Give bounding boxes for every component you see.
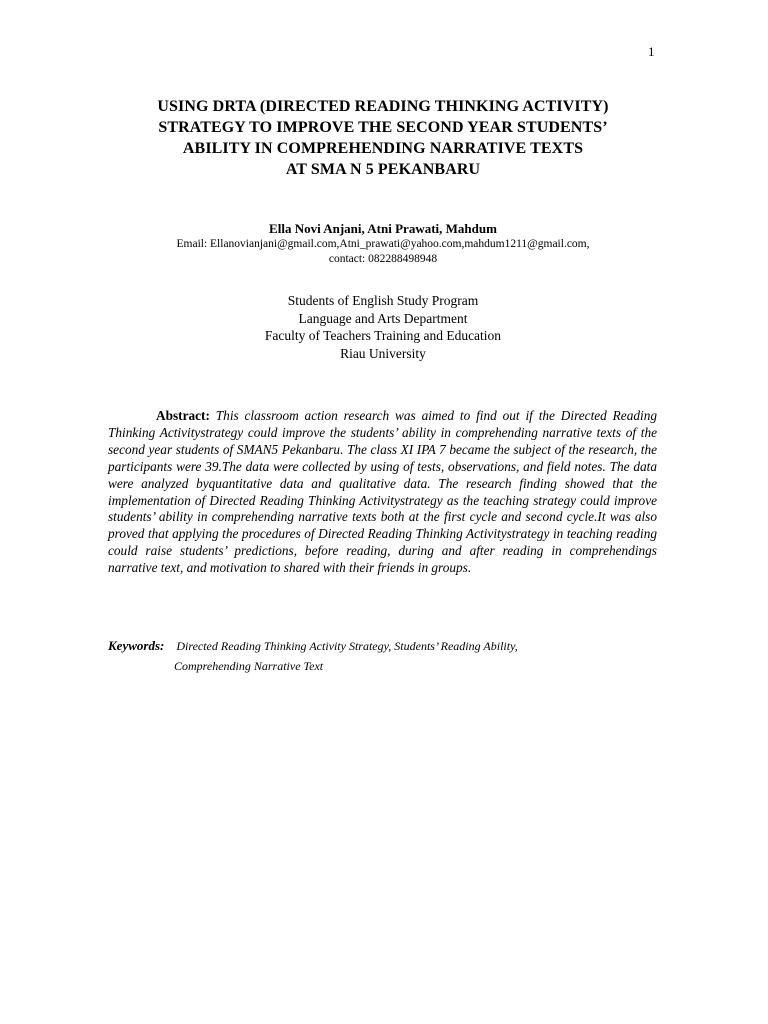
page-number: 1	[648, 44, 655, 59]
abstract-text: This classroom action research was aimed to find out if the Directed Reading Thinking Activitystrategy could improve the students’ ability in comprehending narrative texts of the second year students of SMAN5 Pekanbaru. The class XI IPA 7 became the subject of the research, the participants were 39.The data were collected by using of tests, observations, and field notes. The data were analyzed byquantitative data and qualitative data. The research finding showed that the implementation of Directed Reading Thinking Activitystrategy as the teaching strategy could improve students’ ability in comprehending narrative texts both at the first cycle and second cycle.It was also proved that applying the procedures of Directed Reading Thinking Activitystrategy in teaching reading could raise students’ predictions, before reading, during and after reading in comprehendings narrative text, and motivation to shared with their friends in groups.	[108, 408, 657, 576]
keywords-line	[108, 636, 657, 656]
affiliation	[110, 292, 656, 362]
abstract-label: Abstract	[156, 408, 206, 423]
title-line: ABILITY IN COMPREHENDING NARRATIVE TEXTS	[182, 140, 584, 157]
title-line: STRATEGY TO IMPROVE THE SECOND YEAR STUDENTS’	[158, 119, 608, 136]
affiliation-line: Faculty of Teachers Training and Education	[264, 328, 502, 343]
author-list: Ella Novi Anjani, Atni Prawati, Mahdum	[269, 221, 497, 236]
keywords-text: Directed Reading Thinking Activity Strategy, Students’ Reading Ability,	[176, 639, 518, 653]
abstract-label-colon: :	[205, 408, 210, 423]
contact-info	[110, 237, 656, 267]
affiliation-line: Language and Arts Department	[298, 310, 468, 326]
title-line: USING DRTA (DIRECTED READING THINKING ACTIVITY)	[157, 98, 609, 115]
email-line: Email: Ellanovianjani@gmail.com,Atni_prawati@yahoo.com,mahdum1211@gmail.com,	[176, 238, 590, 250]
affiliation-line: Riau University	[340, 345, 426, 361]
keywords-line: Comprehending Narrative Text	[174, 659, 324, 673]
affiliation-line: Students of English Study Program	[287, 293, 479, 308]
title-line: AT SMA N 5 PEKANBARU	[285, 161, 481, 178]
abstract	[108, 408, 657, 577]
paper-title	[110, 96, 656, 180]
phone-line: contact: 082288498948	[328, 253, 438, 265]
keywords-label: Keywords:	[108, 638, 165, 653]
keywords	[108, 636, 657, 676]
